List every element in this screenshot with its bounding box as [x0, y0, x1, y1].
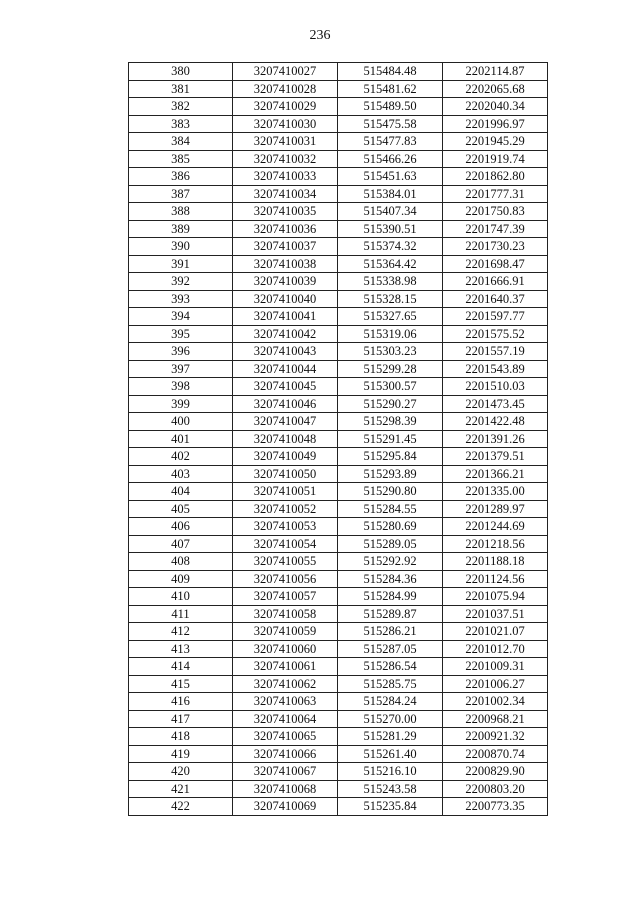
- point-number-cell: 405: [129, 500, 233, 518]
- table-row: [129, 518, 548, 536]
- y-coordinate-cell: 2201006.27: [443, 675, 548, 693]
- point-number-cell: 380: [129, 63, 233, 81]
- table-row: [129, 500, 548, 518]
- cadastral-id-cell: 3207410051: [233, 483, 338, 501]
- x-coordinate-cell: 515475.58: [338, 115, 443, 133]
- table-row: [129, 623, 548, 641]
- cadastral-id-cell: 3207410064: [233, 710, 338, 728]
- y-coordinate-cell: 2201379.51: [443, 448, 548, 466]
- table-row: [129, 360, 548, 378]
- cadastral-id-cell: 3207410060: [233, 640, 338, 658]
- point-number-cell: 391: [129, 255, 233, 273]
- table-row: [129, 728, 548, 746]
- point-number-cell: 417: [129, 710, 233, 728]
- table-row: [129, 290, 548, 308]
- point-number-cell: 421: [129, 780, 233, 798]
- x-coordinate-cell: 515374.32: [338, 238, 443, 256]
- table-row: [129, 220, 548, 238]
- y-coordinate-cell: 2201666.91: [443, 273, 548, 291]
- cadastral-id-cell: 3207410053: [233, 518, 338, 536]
- cadastral-id-cell: 3207410052: [233, 500, 338, 518]
- y-coordinate-cell: 2201473.45: [443, 395, 548, 413]
- point-number-cell: 397: [129, 360, 233, 378]
- x-coordinate-cell: 515284.55: [338, 500, 443, 518]
- cadastral-id-cell: 3207410027: [233, 63, 338, 81]
- cadastral-id-cell: 3207410037: [233, 238, 338, 256]
- y-coordinate-cell: 2201640.37: [443, 290, 548, 308]
- y-coordinate-cell: 2202040.34: [443, 98, 548, 116]
- y-coordinate-cell: 2201750.83: [443, 203, 548, 221]
- point-number-cell: 413: [129, 640, 233, 658]
- table-row: [129, 640, 548, 658]
- y-coordinate-cell: 2200968.21: [443, 710, 548, 728]
- cadastral-id-cell: 3207410068: [233, 780, 338, 798]
- y-coordinate-cell: 2201289.97: [443, 500, 548, 518]
- coordinates-table: [128, 62, 548, 816]
- table-row: [129, 588, 548, 606]
- cadastral-id-cell: 3207410038: [233, 255, 338, 273]
- cadastral-id-cell: 3207410067: [233, 763, 338, 781]
- point-number-cell: 399: [129, 395, 233, 413]
- cadastral-id-cell: 3207410056: [233, 570, 338, 588]
- x-coordinate-cell: 515451.63: [338, 168, 443, 186]
- y-coordinate-cell: 2202114.87: [443, 63, 548, 81]
- page-number: 236: [309, 28, 331, 43]
- x-coordinate-cell: 515295.84: [338, 448, 443, 466]
- y-coordinate-cell: 2201919.74: [443, 150, 548, 168]
- point-number-cell: 420: [129, 763, 233, 781]
- x-coordinate-cell: 515261.40: [338, 745, 443, 763]
- y-coordinate-cell: 2201124.56: [443, 570, 548, 588]
- y-coordinate-cell: 2201862.80: [443, 168, 548, 186]
- x-coordinate-cell: 515299.28: [338, 360, 443, 378]
- x-coordinate-cell: 515300.57: [338, 378, 443, 396]
- cadastral-id-cell: 3207410047: [233, 413, 338, 431]
- point-number-cell: 386: [129, 168, 233, 186]
- x-coordinate-cell: 515390.51: [338, 220, 443, 238]
- cadastral-id-cell: 3207410033: [233, 168, 338, 186]
- table-row: [129, 763, 548, 781]
- cadastral-id-cell: 3207410044: [233, 360, 338, 378]
- table-row: [129, 658, 548, 676]
- y-coordinate-cell: 2201244.69: [443, 518, 548, 536]
- cadastral-id-cell: 3207410059: [233, 623, 338, 641]
- point-number-cell: 384: [129, 133, 233, 151]
- point-number-cell: 404: [129, 483, 233, 501]
- cadastral-id-cell: 3207410046: [233, 395, 338, 413]
- x-coordinate-cell: 515466.26: [338, 150, 443, 168]
- y-coordinate-cell: 2201009.31: [443, 658, 548, 676]
- x-coordinate-cell: 515298.39: [338, 413, 443, 431]
- table-row: [129, 343, 548, 361]
- x-coordinate-cell: 515291.45: [338, 430, 443, 448]
- table-row: [129, 570, 548, 588]
- point-number-cell: 394: [129, 308, 233, 326]
- x-coordinate-cell: 515285.75: [338, 675, 443, 693]
- point-number-cell: 412: [129, 623, 233, 641]
- x-coordinate-cell: 515489.50: [338, 98, 443, 116]
- point-number-cell: 403: [129, 465, 233, 483]
- point-number-cell: 416: [129, 693, 233, 711]
- y-coordinate-cell: 2200773.35: [443, 798, 548, 816]
- x-coordinate-cell: 515292.92: [338, 553, 443, 571]
- cadastral-id-cell: 3207410061: [233, 658, 338, 676]
- table-row: [129, 430, 548, 448]
- y-coordinate-cell: 2201597.77: [443, 308, 548, 326]
- y-coordinate-cell: 2201188.18: [443, 553, 548, 571]
- x-coordinate-cell: 515407.34: [338, 203, 443, 221]
- table-row: [129, 255, 548, 273]
- table-row: [129, 465, 548, 483]
- table-row: [129, 553, 548, 571]
- y-coordinate-cell: 2201218.56: [443, 535, 548, 553]
- table-row: [129, 185, 548, 203]
- y-coordinate-cell: 2200829.90: [443, 763, 548, 781]
- point-number-cell: 385: [129, 150, 233, 168]
- x-coordinate-cell: 515327.65: [338, 308, 443, 326]
- table-row: [129, 133, 548, 151]
- x-coordinate-cell: 515216.10: [338, 763, 443, 781]
- x-coordinate-cell: 515319.06: [338, 325, 443, 343]
- cadastral-id-cell: 3207410062: [233, 675, 338, 693]
- y-coordinate-cell: 2201422.48: [443, 413, 548, 431]
- table-row: [129, 448, 548, 466]
- table-row: [129, 273, 548, 291]
- table-row: [129, 483, 548, 501]
- table-row: [129, 745, 548, 763]
- x-coordinate-cell: 515289.05: [338, 535, 443, 553]
- cadastral-id-cell: 3207410048: [233, 430, 338, 448]
- cadastral-id-cell: 3207410040: [233, 290, 338, 308]
- table-row: [129, 605, 548, 623]
- cadastral-id-cell: 3207410069: [233, 798, 338, 816]
- table-row: [129, 80, 548, 98]
- table-row: [129, 675, 548, 693]
- point-number-cell: 407: [129, 535, 233, 553]
- table-row: [129, 238, 548, 256]
- table-row: [129, 710, 548, 728]
- table-body: [129, 63, 548, 816]
- point-number-cell: 383: [129, 115, 233, 133]
- cadastral-id-cell: 3207410034: [233, 185, 338, 203]
- table-row: [129, 63, 548, 81]
- x-coordinate-cell: 515338.98: [338, 273, 443, 291]
- cadastral-id-cell: 3207410032: [233, 150, 338, 168]
- x-coordinate-cell: 515243.58: [338, 780, 443, 798]
- y-coordinate-cell: 2201391.26: [443, 430, 548, 448]
- point-number-cell: 401: [129, 430, 233, 448]
- cadastral-id-cell: 3207410055: [233, 553, 338, 571]
- table-row: [129, 168, 548, 186]
- table-row: [129, 203, 548, 221]
- y-coordinate-cell: 2200870.74: [443, 745, 548, 763]
- point-number-cell: 402: [129, 448, 233, 466]
- point-number-cell: 400: [129, 413, 233, 431]
- y-coordinate-cell: 2201575.52: [443, 325, 548, 343]
- y-coordinate-cell: 2201777.31: [443, 185, 548, 203]
- cadastral-id-cell: 3207410030: [233, 115, 338, 133]
- table-row: [129, 535, 548, 553]
- point-number-cell: 395: [129, 325, 233, 343]
- y-coordinate-cell: 2201002.34: [443, 693, 548, 711]
- table-row: [129, 150, 548, 168]
- cadastral-id-cell: 3207410050: [233, 465, 338, 483]
- x-coordinate-cell: 515364.42: [338, 255, 443, 273]
- cadastral-id-cell: 3207410029: [233, 98, 338, 116]
- point-number-cell: 406: [129, 518, 233, 536]
- x-coordinate-cell: 515289.87: [338, 605, 443, 623]
- cadastral-id-cell: 3207410065: [233, 728, 338, 746]
- cadastral-id-cell: 3207410042: [233, 325, 338, 343]
- cadastral-id-cell: 3207410063: [233, 693, 338, 711]
- cadastral-id-cell: 3207410058: [233, 605, 338, 623]
- x-coordinate-cell: 515280.69: [338, 518, 443, 536]
- y-coordinate-cell: 2201747.39: [443, 220, 548, 238]
- point-number-cell: 398: [129, 378, 233, 396]
- x-coordinate-cell: 515484.48: [338, 63, 443, 81]
- y-coordinate-cell: 2201366.21: [443, 465, 548, 483]
- point-number-cell: 389: [129, 220, 233, 238]
- cadastral-id-cell: 3207410054: [233, 535, 338, 553]
- table-row: [129, 798, 548, 816]
- point-number-cell: 396: [129, 343, 233, 361]
- table-row: [129, 308, 548, 326]
- y-coordinate-cell: 2201075.94: [443, 588, 548, 606]
- y-coordinate-cell: 2200803.20: [443, 780, 548, 798]
- cadastral-id-cell: 3207410041: [233, 308, 338, 326]
- point-number-cell: 415: [129, 675, 233, 693]
- x-coordinate-cell: 515328.15: [338, 290, 443, 308]
- cadastral-id-cell: 3207410066: [233, 745, 338, 763]
- point-number-cell: 411: [129, 605, 233, 623]
- x-coordinate-cell: 515287.05: [338, 640, 443, 658]
- y-coordinate-cell: 2201543.89: [443, 360, 548, 378]
- x-coordinate-cell: 515290.80: [338, 483, 443, 501]
- point-number-cell: 381: [129, 80, 233, 98]
- y-coordinate-cell: 2201335.00: [443, 483, 548, 501]
- y-coordinate-cell: 2201730.23: [443, 238, 548, 256]
- x-coordinate-cell: 515477.83: [338, 133, 443, 151]
- point-number-cell: 418: [129, 728, 233, 746]
- y-coordinate-cell: 2201996.97: [443, 115, 548, 133]
- point-number-cell: 408: [129, 553, 233, 571]
- y-coordinate-cell: 2202065.68: [443, 80, 548, 98]
- cadastral-id-cell: 3207410057: [233, 588, 338, 606]
- table-row: [129, 413, 548, 431]
- table-row: [129, 780, 548, 798]
- table-row: [129, 325, 548, 343]
- point-number-cell: 392: [129, 273, 233, 291]
- cadastral-id-cell: 3207410039: [233, 273, 338, 291]
- y-coordinate-cell: 2201021.07: [443, 623, 548, 641]
- y-coordinate-cell: 2201012.70: [443, 640, 548, 658]
- point-number-cell: 422: [129, 798, 233, 816]
- cadastral-id-cell: 3207410031: [233, 133, 338, 151]
- point-number-cell: 390: [129, 238, 233, 256]
- cadastral-id-cell: 3207410028: [233, 80, 338, 98]
- x-coordinate-cell: 515384.01: [338, 185, 443, 203]
- cadastral-id-cell: 3207410049: [233, 448, 338, 466]
- x-coordinate-cell: 515281.29: [338, 728, 443, 746]
- point-number-cell: 387: [129, 185, 233, 203]
- x-coordinate-cell: 515284.36: [338, 570, 443, 588]
- y-coordinate-cell: 2201037.51: [443, 605, 548, 623]
- x-coordinate-cell: 515290.27: [338, 395, 443, 413]
- x-coordinate-cell: 515303.23: [338, 343, 443, 361]
- cadastral-id-cell: 3207410036: [233, 220, 338, 238]
- cadastral-id-cell: 3207410035: [233, 203, 338, 221]
- point-number-cell: 414: [129, 658, 233, 676]
- point-number-cell: 388: [129, 203, 233, 221]
- x-coordinate-cell: 515481.62: [338, 80, 443, 98]
- point-number-cell: 410: [129, 588, 233, 606]
- x-coordinate-cell: 515235.84: [338, 798, 443, 816]
- x-coordinate-cell: 515284.24: [338, 693, 443, 711]
- table-row: [129, 693, 548, 711]
- y-coordinate-cell: 2200921.32: [443, 728, 548, 746]
- y-coordinate-cell: 2201945.29: [443, 133, 548, 151]
- point-number-cell: 419: [129, 745, 233, 763]
- x-coordinate-cell: 515284.99: [338, 588, 443, 606]
- y-coordinate-cell: 2201510.03: [443, 378, 548, 396]
- point-number-cell: 409: [129, 570, 233, 588]
- point-number-cell: 393: [129, 290, 233, 308]
- table-row: [129, 378, 548, 396]
- cadastral-id-cell: 3207410043: [233, 343, 338, 361]
- x-coordinate-cell: 515270.00: [338, 710, 443, 728]
- point-number-cell: 382: [129, 98, 233, 116]
- y-coordinate-cell: 2201557.19: [443, 343, 548, 361]
- x-coordinate-cell: 515286.54: [338, 658, 443, 676]
- x-coordinate-cell: 515286.21: [338, 623, 443, 641]
- table-row: [129, 395, 548, 413]
- y-coordinate-cell: 2201698.47: [443, 255, 548, 273]
- table-row: [129, 98, 548, 116]
- table-row: [129, 115, 548, 133]
- cadastral-id-cell: 3207410045: [233, 378, 338, 396]
- x-coordinate-cell: 515293.89: [338, 465, 443, 483]
